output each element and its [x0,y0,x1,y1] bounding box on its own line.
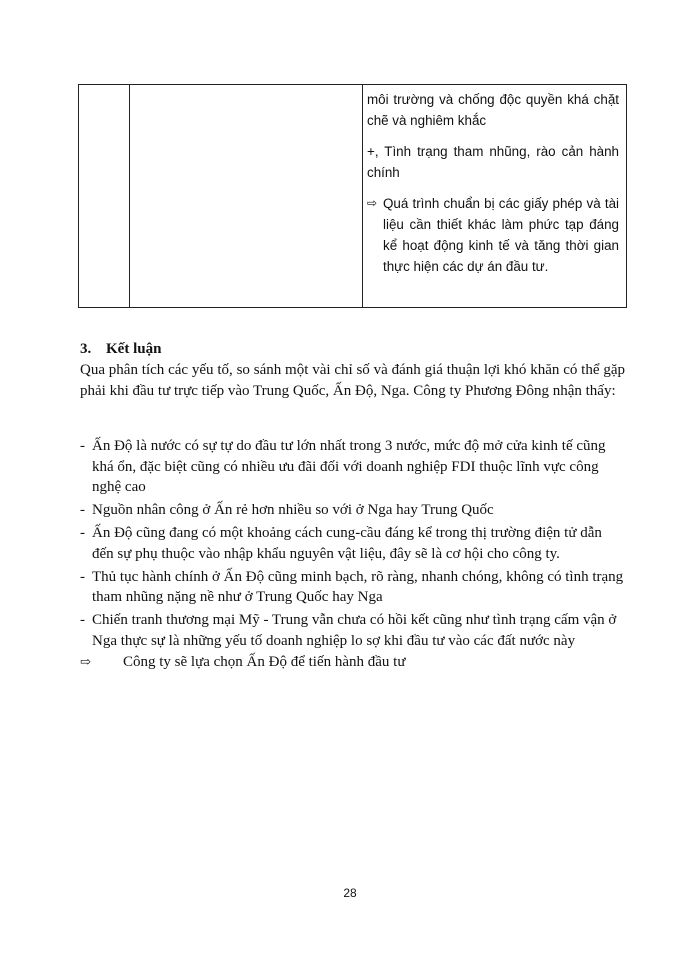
bullet-dash: - [80,438,85,454]
conclusion-line [80,652,625,673]
table-column-divider [362,85,363,307]
cell-paragraph-arrow [367,193,619,277]
bullet-list [80,436,625,654]
cell-paragraph: +, Tình trạng tham nhũng, rào cản hành chính [367,144,619,180]
section-heading [80,341,161,358]
page-number: 28 [343,886,357,900]
bullet-dash: - [80,568,85,585]
cell-paragraph: môi trường và chống độc quyền khá chặt chẽ và nghiêm khắc [367,92,619,128]
arrow-right-icon: ⇨ [80,654,91,669]
bullet-dash: - [80,612,85,628]
list-item-text: Chiến tranh thương mại Mỹ - Trung vẫn chưa có hồi kết cũng như tình trạng cấm vận ở Nga thực sự là những yếu tố doanh nghiệp lo sợ khi đầu tư vào các đất nước này [92,612,617,649]
list-item [80,436,625,498]
list-item [80,523,625,564]
list-item-text: Thủ tục hành chính ở Ấn Độ cũng minh bạch, rõ ràng, nhanh chóng, không có tình trạng tham nhũng nặng nề như ở Trung Quốc hay Nga [92,568,624,605]
list-item-text: Ấn Độ cũng đang có một khoảng cách cung-cầu đáng kể trong thị trường điện tử dẫn đến sự phụ thuộc vào nhập khẩu nguyên vật liệu, đây sẽ là cơ hội cho công ty. [92,525,602,562]
cell-text: Quá trình chuẩn bị các giấy phép và tài liệu cần thiết khác làm phức tạp đáng kể hoạt động kinh tế và tăng thời gian thực hiện các dự án đầu tư. [383,196,619,274]
list-item-text: Nguồn nhân công ở Ấn rẻ hơn nhiều so với ở Nga hay Trung Quốc [92,502,494,518]
section-number: 3. [80,341,92,357]
intro-paragraph: Qua phân tích các yếu tố, so sánh một vài chỉ số và đánh giá thuận lợi khó khăn có thể gặp phải khi đầu tư trực tiếp vào Trung Quốc, Ấn Độ, Nga. Công ty Phương Đông nhận thấy: [80,362,625,399]
table-column-divider [129,85,130,307]
conclusion-text: Công ty sẽ lựa chọn Ấn Độ để tiến hành đầu tư [123,654,406,670]
list-item [80,610,625,651]
list-item-text: Ấn Độ là nước có sự tự do đầu tư lớn nhất trong 3 nước, mức độ mở cửa kinh tế cũng khá ổn, đặc biệt cũng có nhiều ưu đãi đối với doanh nghiệp FDI thuộc lĩnh vực công nghệ cao [92,438,606,495]
table-cell-col3 [367,85,619,277]
list-item [80,500,625,521]
bullet-dash: - [80,502,85,518]
arrow-right-icon: ⇨ [367,196,378,210]
continuation-table [78,84,627,308]
list-item [80,567,625,608]
section-title: Kết luận [106,341,162,357]
bullet-dash: - [80,525,85,541]
